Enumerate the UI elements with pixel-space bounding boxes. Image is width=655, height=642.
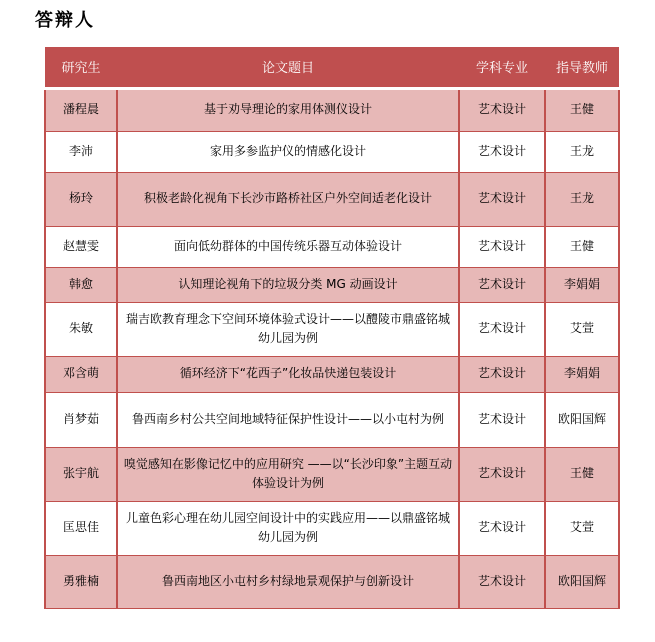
student-cell: 朱敏 [45,302,117,356]
table-body [45,88,619,608]
table-header [45,47,619,88]
column-header-major: 学科专业 [459,47,545,88]
major-cell: 艺术设计 [459,131,545,172]
student-cell: 潘程晨 [45,88,117,131]
thesis-cell: 循环经济下“花西子”化妆品快递包装设计 [117,356,459,392]
defense-table [44,47,620,609]
table-row [45,172,619,226]
major-cell: 艺术设计 [459,356,545,392]
column-header-thesis: 论文题目 [117,47,459,88]
column-header-student: 研究生 [45,47,117,88]
thesis-cell: 鲁西南地区小屯村乡村绿地景观保护与创新设计 [117,555,459,608]
major-cell: 艺术设计 [459,88,545,131]
major-cell: 艺术设计 [459,501,545,555]
thesis-cell: 儿童色彩心理在幼儿园空间设计中的实践应用——以鼎盛铭城幼儿园为例 [117,501,459,555]
advisor-cell: 欧阳国辉 [545,392,619,447]
advisor-cell: 李娟娟 [545,356,619,392]
thesis-cell: 面向低幼群体的中国传统乐器互动体验设计 [117,226,459,267]
student-cell: 勇雅楠 [45,555,117,608]
student-cell: 韩愈 [45,267,117,302]
thesis-cell: 积极老龄化视角下长沙市路桥社区户外空间适老化设计 [117,172,459,226]
student-cell: 肖梦茹 [45,392,117,447]
student-cell: 邓含萌 [45,356,117,392]
advisor-cell: 王健 [545,88,619,131]
student-cell: 赵慧雯 [45,226,117,267]
table-row [45,226,619,267]
major-cell: 艺术设计 [459,172,545,226]
student-cell: 李沛 [45,131,117,172]
major-cell: 艺术设计 [459,555,545,608]
thesis-cell: 嗅觉感知在影像记忆中的应用研究 ——以“长沙印象”主题互动体验设计为例 [117,447,459,501]
thesis-cell: 认知理论视角下的垃圾分类 MG 动画设计 [117,267,459,302]
major-cell: 艺术设计 [459,226,545,267]
thesis-cell: 基于劝导理论的家用体测仪设计 [117,88,459,131]
major-cell: 艺术设计 [459,447,545,501]
table-header-row [45,47,619,88]
advisor-cell: 欧阳国辉 [545,555,619,608]
advisor-cell: 艾萱 [545,501,619,555]
thesis-cell: 家用多参监护仪的情感化设计 [117,131,459,172]
table-row [45,356,619,392]
column-header-advisor: 指导教师 [545,47,619,88]
advisor-cell: 艾萱 [545,302,619,356]
student-cell: 张宇航 [45,447,117,501]
table-row [45,88,619,131]
major-cell: 艺术设计 [459,392,545,447]
table-row [45,302,619,356]
table-row [45,267,619,302]
student-cell: 杨玲 [45,172,117,226]
thesis-cell: 瑞吉欧教育理念下空间环境体验式设计——以醴陵市鼎盛铭城幼儿园为例 [117,302,459,356]
table-row [45,447,619,501]
advisor-cell: 王健 [545,447,619,501]
table-row [45,392,619,447]
student-cell: 匡思佳 [45,501,117,555]
advisor-cell: 王龙 [545,131,619,172]
table-row [45,501,619,555]
major-cell: 艺术设计 [459,267,545,302]
thesis-cell: 鲁西南乡村公共空间地域特征保护性设计——以小屯村为例 [117,392,459,447]
table-row [45,131,619,172]
advisor-cell: 王健 [545,226,619,267]
advisor-cell: 王龙 [545,172,619,226]
table-row [45,555,619,608]
major-cell: 艺术设计 [459,302,545,356]
advisor-cell: 李娟娟 [545,267,619,302]
page-title: 答辩人 [35,10,95,31]
